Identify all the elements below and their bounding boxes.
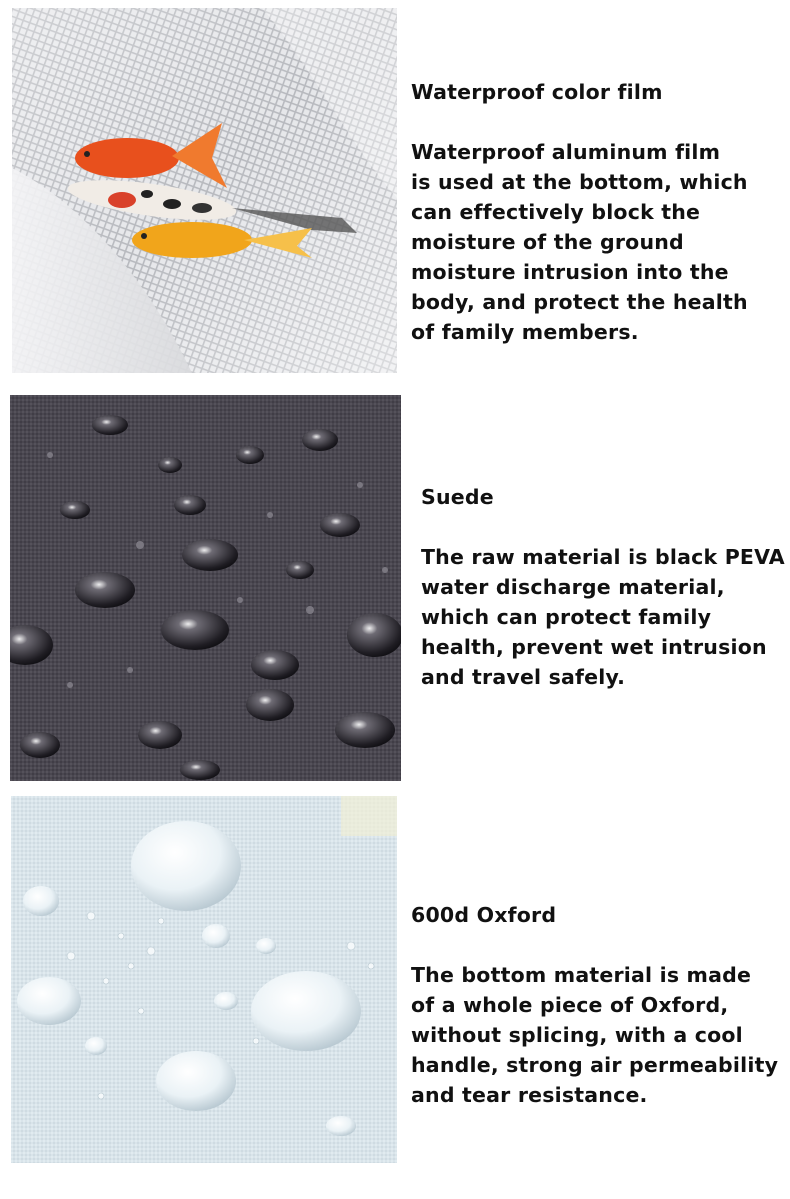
description-line: and travel safely. (421, 665, 626, 689)
description-line: which can protect family (421, 605, 712, 629)
description-line: handle, strong air permeability (411, 1053, 779, 1077)
feature-section-waterproof-film (0, 0, 790, 380)
description-line: The bottom material is made (411, 963, 752, 987)
feature-section-suede (0, 380, 790, 790)
description-line: body, and protect the health (411, 290, 748, 314)
fish-on-mesh-film-image (12, 8, 397, 373)
description-line: and tear resistance. (411, 1083, 648, 1107)
description-line: Waterproof aluminum film (411, 140, 721, 164)
feature-description (421, 542, 786, 692)
feature-text-suede (421, 482, 786, 692)
description-line: is used at the bottom, which (411, 170, 748, 194)
description-line: health, prevent wet intrusion (421, 635, 767, 659)
description-line: can effectively block the (411, 200, 701, 224)
water-drops-on-light-fabric-image (11, 796, 397, 1163)
description-line: moisture intrusion into the (411, 260, 729, 284)
water-drops-on-dark-fabric-image (10, 395, 401, 781)
feature-heading: Suede (421, 485, 494, 509)
feature-description (411, 960, 789, 1110)
description-line: of a whole piece of Oxford, (411, 993, 729, 1017)
feature-section-oxford (0, 790, 790, 1199)
description-line: The raw material is black PEVA (421, 545, 785, 569)
feature-description (411, 137, 781, 347)
description-line: of family members. (411, 320, 639, 344)
feature-text-oxford (411, 900, 789, 1110)
feature-text-waterproof-film (411, 77, 781, 347)
feature-heading: Waterproof color film (411, 80, 663, 104)
description-line: water discharge material, (421, 575, 725, 599)
feature-heading: 600d Oxford (411, 903, 557, 927)
description-line: without splicing, with a cool (411, 1023, 743, 1047)
description-line: moisture of the ground (411, 230, 684, 254)
